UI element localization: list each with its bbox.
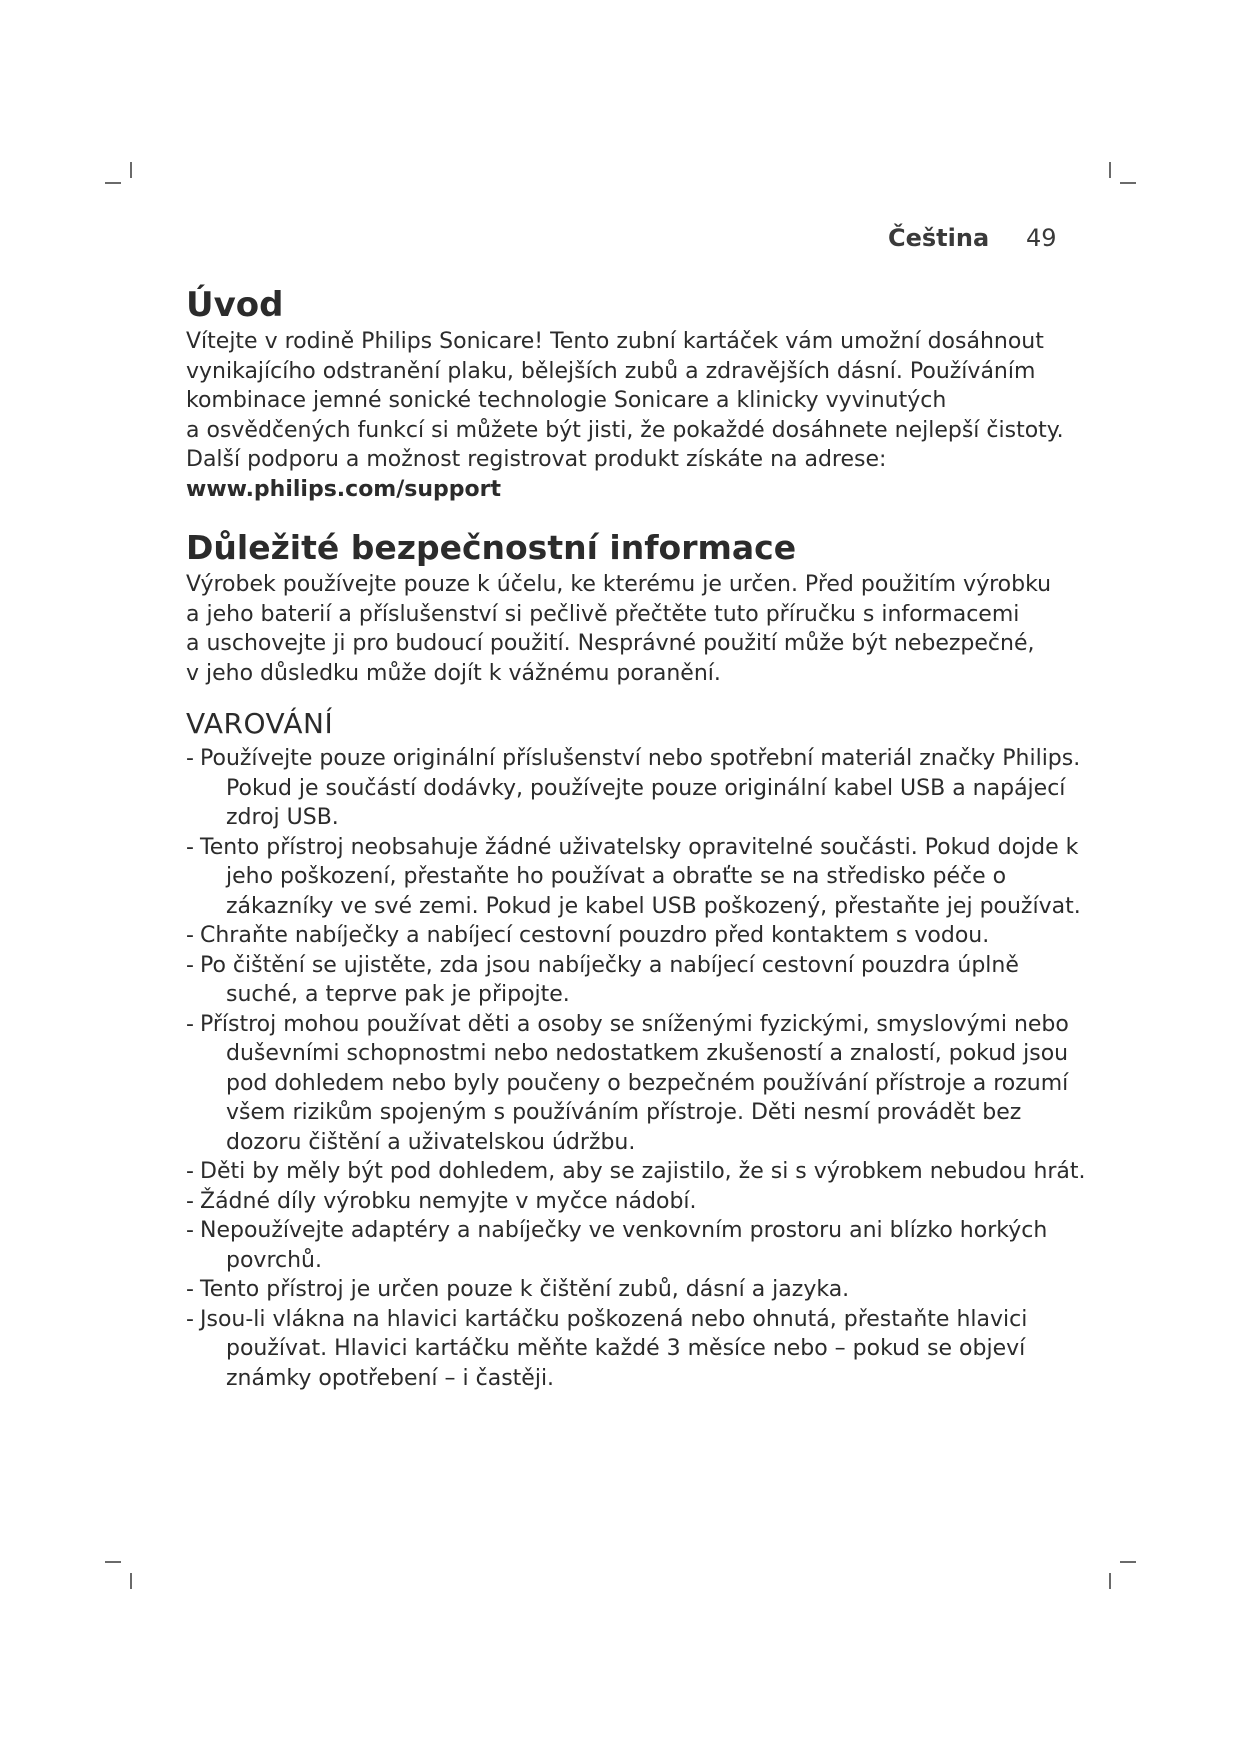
intro-line: Vítejte v rodině Philips Sonicare! Tento zubní kartáček vám umožní dosáhnout: [186, 329, 1044, 354]
warning-title: VAROVÁNÍ: [186, 707, 334, 740]
safety-line: a uschovejte ji pro budoucí použití. Nesprávné použití může být nebezpečné,: [186, 631, 1035, 656]
bullet-dash: -: [186, 1277, 194, 1302]
bullet-dash: -: [186, 923, 194, 948]
warning-item: - Tento přístroj neobsahuje žádné uživatelsky opravitelné součásti. Pokud dojde k jeho poškození, přestaňte ho používat a obraťte se na středisko péče o zákazníky ve své zemi. Pokud je kabel USB poškozený, přestaňte jej používat.: [186, 834, 1081, 919]
page-content: [186, 283, 1086, 1393]
header-language: Čeština: [888, 224, 990, 252]
warning-item: - Nepoužívejte adaptéry a nabíječky ve venkovním prostoru ani blízko horkých povrchů.: [186, 1218, 1048, 1273]
crop-mark-tl-v: [130, 162, 132, 178]
warning-item: - Děti by měly být pod dohledem, aby se zajistilo, že si s výrobkem nebudou hrát.: [186, 1157, 1086, 1187]
warning-item: - Přístroj mohou používat děti a osoby se sníženými fyzickými, smyslovými nebo duševními schopnostmi nebo nedostatkem zkušeností a znalostí, pokud jsou pod dohledem nebo byly poučeny o bezpečném používání přístroje a rozumí všem rizikům spojeným s používáním přístroje. Děti nesmí provádět bez dozoru čištění a uživatelskou údržbu.: [186, 1011, 1069, 1155]
safety-body: [186, 570, 1086, 688]
intro-line: vynikajícího odstranění plaku, bělejších zubů a zdravějších dásní. Používáním: [186, 358, 1036, 384]
bullet-dash: -: [186, 1218, 194, 1243]
warning-item: - Používejte pouze originální příslušenství nebo spotřební materiál značky Philips. Pokud je součástí dodávky, používejte pouze originální kabel USB a napájecí zdroj USB.: [186, 746, 1081, 830]
crop-mark-br-v: [1109, 1573, 1111, 1589]
safety-title: Důležité bezpečnostní informace: [186, 528, 797, 567]
page-number: 49: [1026, 224, 1057, 252]
safety-line: a jeho baterií a příslušenství si pečlivě přečtěte tuto příručku s informacemi: [186, 601, 1020, 627]
bullet-dash: -: [186, 1306, 194, 1332]
warning-item: - Žádné díly výrobku nemyjte v myčce nádobí.: [186, 1187, 1086, 1217]
bullet-dash: -: [186, 952, 194, 978]
warning-item: - Chraňte nabíječky a nabíjecí cestovní pouzdro před kontaktem s vodou.: [186, 921, 1086, 951]
safety-line: Výrobek používejte pouze k účelu, ke kterému je určen. Před použitím výrobku: [186, 572, 1052, 597]
crop-mark-tr-v: [1109, 162, 1111, 178]
support-url-link[interactable]: www.philips.com/support: [186, 476, 502, 502]
crop-mark-bl-h: [105, 1561, 121, 1563]
warning-item: - Po čištění se ujistěte, zda jsou nabíječky a nabíjecí cestovní pouzdra úplně suché, a teprve pak je připojte.: [186, 952, 1019, 1007]
bullet-dash: -: [186, 1188, 194, 1214]
intro-body: [186, 327, 1086, 504]
warning-item: - Jsou-li vlákna na hlavici kartáčku poškozená nebo ohnutá, přestaňte hlavici používat. Hlavici kartáčku měňte každé 3 měsíce nebo – pokud se objeví známky opotřebení – i častěji.: [186, 1306, 1028, 1391]
bullet-dash: -: [186, 1011, 194, 1037]
warning-item: - Tento přístroj je určen pouze k čištění zubů, dásní a jazyka.: [186, 1275, 1086, 1305]
crop-mark-tl-h: [105, 182, 121, 184]
warning-list: [186, 744, 1086, 1393]
bullet-dash: -: [186, 746, 194, 771]
crop-mark-tr-h: [1120, 182, 1136, 184]
safety-line: v jeho důsledku může dojít k vážnému poranění.: [186, 660, 721, 686]
intro-title: Úvod: [186, 285, 284, 325]
intro-line: a osvědčených funkcí si můžete být jisti, že pokaždé dosáhnete nejlepší čistoty.: [186, 417, 1064, 443]
crop-mark-br-h: [1120, 1561, 1136, 1563]
crop-mark-bl-v: [130, 1573, 132, 1589]
intro-line: kombinace jemné sonické technologie Sonicare a klinicky vyvinutých: [186, 388, 947, 413]
bullet-dash: -: [186, 1159, 194, 1184]
bullet-dash: -: [186, 834, 194, 860]
intro-line: Další podporu a možnost registrovat produkt získáte na adrese:: [186, 447, 887, 472]
